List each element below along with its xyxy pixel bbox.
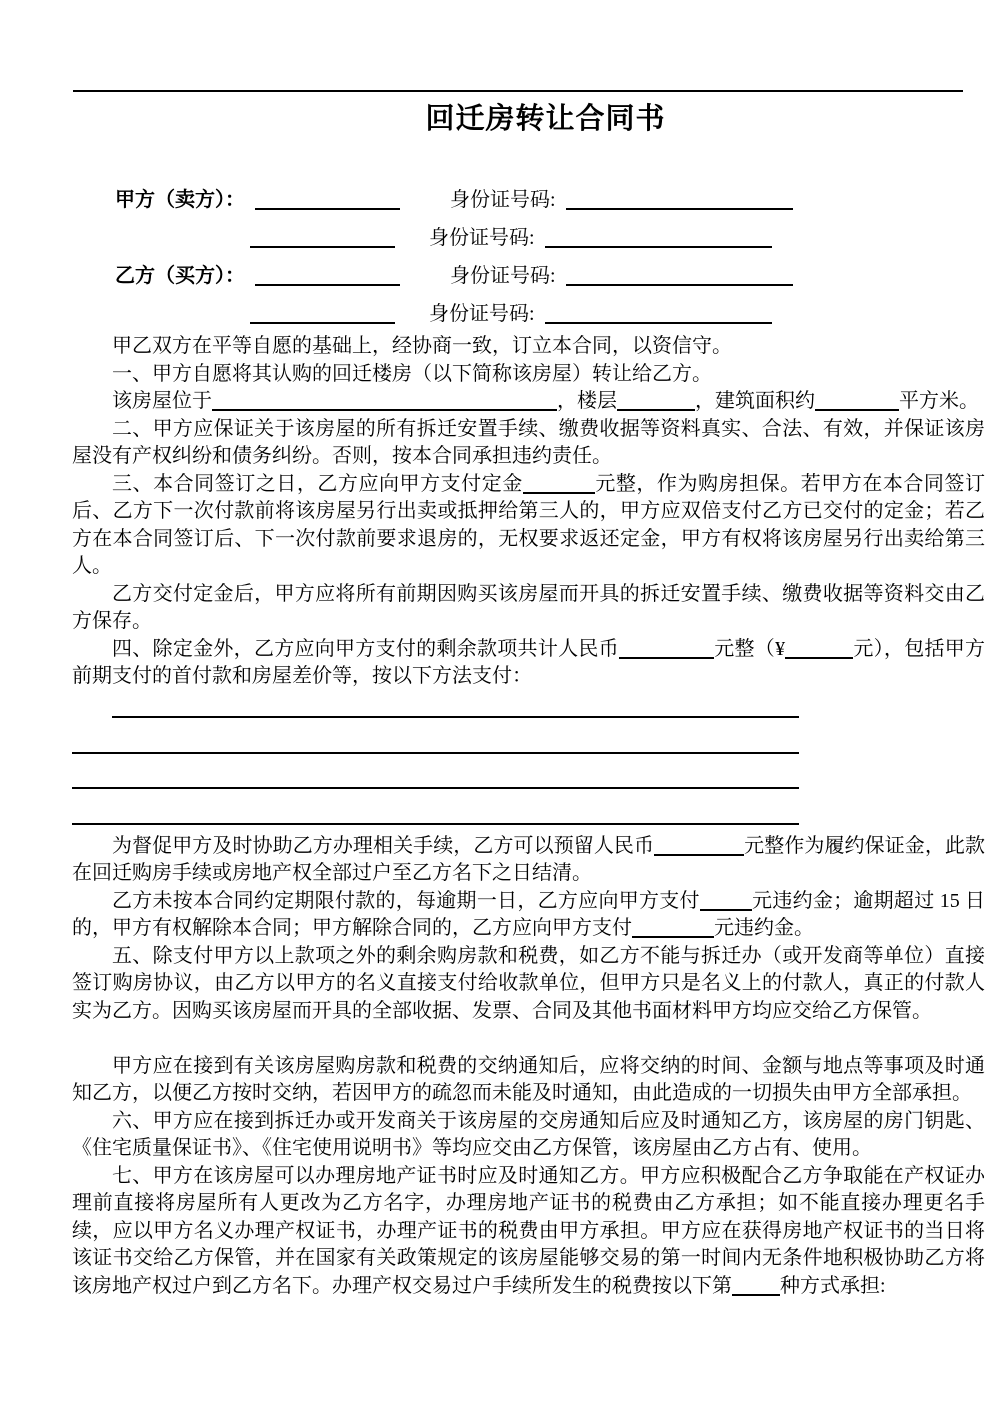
party-b-row	[72, 257, 985, 295]
party-a-id-blank	[566, 188, 793, 210]
late-payment-clause	[72, 888, 985, 943]
party-a-second-row	[72, 219, 985, 257]
payment-method-blank-line-3	[72, 754, 799, 790]
clause-text: 七、甲方在该房屋可以办理房地产证书时应及时通知乙方。甲方应积极配合乙方争取能在产权证办理前直接将房屋所有人更改为乙方名字，办理房地产证书的税费由乙方承担；如不能直接办理更名手续，应以甲方名义办理产权证书，办理产证书的税费由甲方承担。甲方应在获得房地产权证书的当日将该证书交给乙方保管，并在国家有关政策规定的该房屋能够交易的第一时间内无条件地积极协助乙方将该房地产权过户到乙方名下。办理产权交易过户手续所发生的税费按以下第	[72, 1164, 985, 1297]
house-location-blank	[212, 389, 557, 411]
clause-text: 元），包括甲方前期支付的首付款和房屋差价等，按以下方法支付：	[72, 637, 986, 687]
clause-text: 元违约金。	[714, 917, 814, 939]
payment-method-lines	[72, 683, 985, 825]
building-area-blank	[815, 389, 899, 411]
party-b-id-blank	[566, 264, 793, 286]
clause-text: ，建筑面积约	[695, 390, 815, 412]
preamble: 甲乙双方在平等自愿的基础上，经协商一致，订立本合同，以资信守。	[112, 335, 732, 357]
remaining-amount-numeric-blank	[785, 637, 853, 659]
contract-body	[72, 333, 985, 1300]
clause-7	[72, 1163, 985, 1301]
house-location-line	[72, 388, 985, 416]
clause-6: 六、甲方应在接到拆迁办或开发商关于该房屋的交房通知后应及时通知乙方，该房屋的房门钥匙、《住宅质量保证书》、《住宅使用说明书》等均应交由乙方保管，该房屋由乙方占有、使用。	[72, 1109, 985, 1159]
clause-text: 乙方未按本合同约定期限付款的，每逾期一日，乙方应向甲方支付	[112, 889, 700, 912]
clause-1: 一、甲方自愿将其认购的回迁楼房（以下简称该房屋）转让给乙方。	[112, 362, 712, 385]
parties-section	[72, 181, 985, 333]
id-number-label: 身份证号码:	[450, 265, 556, 287]
clause-text: 元违约金；逾期超过 15 日的，甲方有权解除本合同；甲方解除合同的，乙方应向甲方支付	[72, 889, 986, 939]
remaining-amount-blank	[619, 637, 714, 659]
clause-5-supplement: 甲方应在接到有关该房屋购房款和税费的交纳通知后，应将交纳的时间、金额与地点等事项及时通知乙方，以便乙方按时交纳，若因甲方的疏忽而未能及时通知，由此造成的一切损失由甲方全部承担。	[72, 1054, 985, 1104]
clause-text: 元整（¥	[713, 637, 786, 660]
termination-penalty-blank	[632, 916, 714, 938]
party-b2-name-blank	[250, 302, 395, 324]
clause-text: ，楼层	[557, 390, 617, 412]
clause-3-supplement: 乙方交付定金后，甲方应将所有前期因购买该房屋而开具的拆迁安置手续、缴费收据等资料交由乙方保存。	[72, 582, 985, 632]
party-b-label: 乙方（买方）：	[115, 265, 245, 287]
clause-text: 该房屋位于	[112, 390, 212, 412]
party-a-name-blank	[255, 188, 400, 210]
party-a2-name-blank	[250, 226, 395, 248]
document-title: 回迁房转让合同书	[425, 103, 666, 135]
party-a-row	[72, 181, 985, 219]
clause-text: 平方米。	[899, 390, 979, 412]
party-a2-id-blank	[545, 226, 772, 248]
floor-blank	[617, 389, 695, 411]
clause-5: 五、除支付甲方以上款项之外的剩余购房款和税费，如乙方不能与拆迁办（或开发商等单位）直接签订购房协议，由乙方以甲方的名义直接支付给收款单位，但甲方只是名义上的付款人，真正的付款人实为乙方。因购买该房屋而开具的全部收据、发票、合同及其他书面材料甲方均应交给乙方保管。	[72, 944, 985, 1022]
party-b-name-blank	[255, 264, 400, 286]
clause-text: 种方式承担:	[780, 1274, 886, 1297]
id-number-label: 身份证号码:	[429, 227, 535, 249]
clause-2: 二、甲方应保证关于该房屋的所有拆迁安置手续、缴费收据等资料真实、合法、有效，并保证该房屋没有产权纠纷和债务纠纷。否则，按本合同承担违约责任。	[72, 417, 985, 467]
deposit-amount-blank	[523, 472, 595, 494]
clause-text: 四、除定金外，乙方应向甲方支付的剩余款项共计人民币	[112, 637, 619, 660]
party-b-second-row	[72, 295, 985, 333]
header-rule-line	[73, 90, 963, 92]
id-number-label: 身份证号码:	[450, 189, 556, 211]
clause-3	[72, 471, 985, 581]
party-a-label: 甲方（卖方）：	[115, 189, 245, 211]
clause-text: 为督促甲方及时协助乙方办理相关手续，乙方可以预留人民币	[112, 834, 655, 857]
party-b2-id-blank	[545, 302, 772, 324]
clause-text: 元整作为履约保证金，此款在回迁购房手续或房地产权全部过户至乙方名下之日结清。	[72, 834, 986, 884]
tax-method-number-blank	[732, 1274, 780, 1296]
daily-penalty-blank	[700, 889, 752, 911]
retained-amount-blank	[654, 834, 744, 856]
performance-bond-clause	[72, 833, 985, 888]
clause-text: 元整，作为购房担保。若甲方在本合同签订后、乙方下一次付款前将该房屋另行出卖或抵押给第三人的，甲方应双倍支付乙方已交付的定金；若乙方在本合同签订后、下一次付款前要求退房的，无权要求返还定金，甲方有权将该房屋另行出卖给第三人。	[72, 472, 986, 577]
id-number-label: 身份证号码:	[429, 303, 535, 325]
clause-text: 三、本合同签订之日，乙方应向甲方支付定金	[112, 472, 523, 495]
payment-method-blank-line-4	[72, 789, 799, 825]
payment-method-blank-line-2	[72, 718, 799, 754]
